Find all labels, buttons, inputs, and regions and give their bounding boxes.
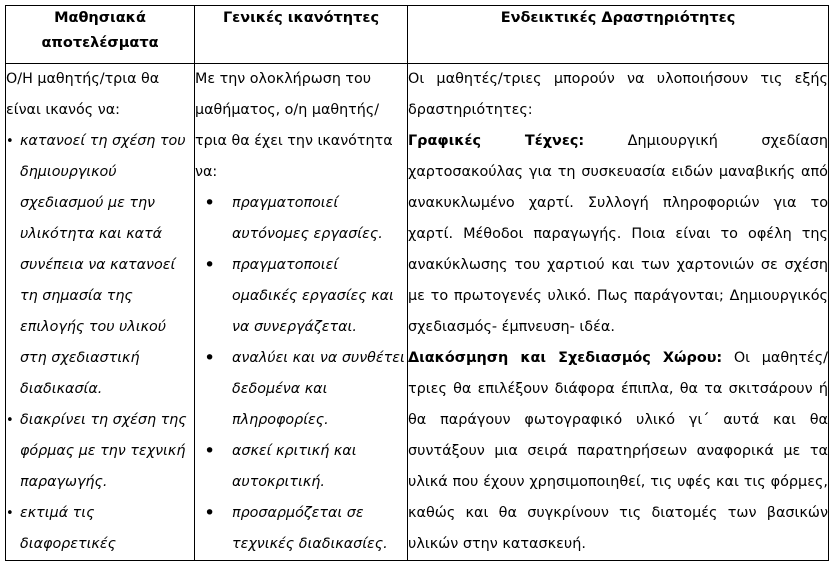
col3-intro: Οι μαθητές/τριες μπορούν να υλοποιήσουν τις εξής δραστηριότητες: [408,71,828,118]
col2-intro: Με την ολοκλήρωση του μαθήματος, ο/η μαθητής/τρια θα έχει την ικανότητα να: [195,71,393,180]
list-item: • προσαρμόζεται σε τεχνικές διαδικασίες. [195,498,407,560]
list-item: • διακρίνει τη σχέση της φόρμας με την τεχνική παραγωγής. [6,405,194,498]
col3-lead-interior-design: Διακόσμηση και Σχεδιασμός Χώρου: [408,350,723,366]
header-learning-outcomes-line1: Μαθησιακά [54,10,146,26]
header-row [6,6,829,64]
header-general-competences: Γενικές ικανότητες [222,10,380,26]
content-row [6,64,829,561]
table-header [6,6,829,64]
list-item: • κατανοεί τη σχέση του δημιουργικού σχεδιασμού με την υλικότητα και κατά συνέπεια να κατανοεί τη σημασία της επιλογής του υλικού στη σχεδιαστική διαδικασία. [6,126,194,405]
col3-body-interior-design: Οι μαθητές/τριες θα επιλέξουν διάφορα έπιπλα, θα τα σκιτσάρουν ή θα παράγουν φωτογραφικό υλικό γι΄ αυτά και θα συντάξουν μια σειρά παρατηρήσεων αναφορικά με τα υλικά που έχουν χρησιμοποιηθεί, τις υφές και τις φόρμες, καθώς και θα συγκρίνουν τις διατομές των βασικών υλικών στην κατασκευή. [408,350,829,552]
header-cell-indicative-activities [408,6,829,64]
list-item: • αναλύει και να συνθέτει δεδομένα και πληροφορίες. [195,343,407,436]
header-cell-learning-outcomes [6,6,195,64]
list-item: • εκτιμά τις διαφορετικές [6,498,194,560]
list-item: • πραγματοποιεί ομαδικές εργασίες και να συνεργάζεται. [195,250,407,343]
col3-body-graphic-arts: Δημιουργική σχεδίαση χαρτοσακούλας για τη συσκευασία ειδών μαναβικής από ανακυκλωμένο χαρτί. Συλλογή πληροφοριών για το χαρτί. Μέθοδοι παραγωγής. Ποια είναι το οφέλη της ανακύκλωσης του χαρτιού και των χαρτονιών σε σχέση με το πρωτογενές υλικό. Πως παράγονται; Δημιουργικός σχεδιασμός- έμπνευση- ιδέα. [408,133,829,335]
col3-lead-graphic-arts: Γραφικές Τέχνες: [408,133,585,149]
curriculum-table [5,5,829,561]
cell-indicative-activities [408,64,829,561]
col3-paragraph-graphic-arts [408,126,828,343]
col3-paragraph-interior-design [408,343,828,560]
col1-intro-line1: Ο/Η μαθητής/τρια θα [6,71,160,87]
col1-intro-line2: είναι ικανός να: [6,102,120,118]
col2-bullet-list [195,188,407,560]
header-indicative-activities: Ενδεικτικές Δραστηριότητες [500,10,736,26]
col1-bullet-list [6,126,194,560]
header-learning-outcomes-line2: αποτελέσματα [41,35,159,51]
header-cell-general-competences [195,6,408,64]
list-item: • πραγματοποιεί αυτόνομες εργασίες. [195,188,407,250]
cell-general-competences [195,64,408,561]
table-body [6,64,829,561]
list-item: • ασκεί κριτική και αυτοκριτική. [195,436,407,498]
cell-learning-outcomes [6,64,195,561]
